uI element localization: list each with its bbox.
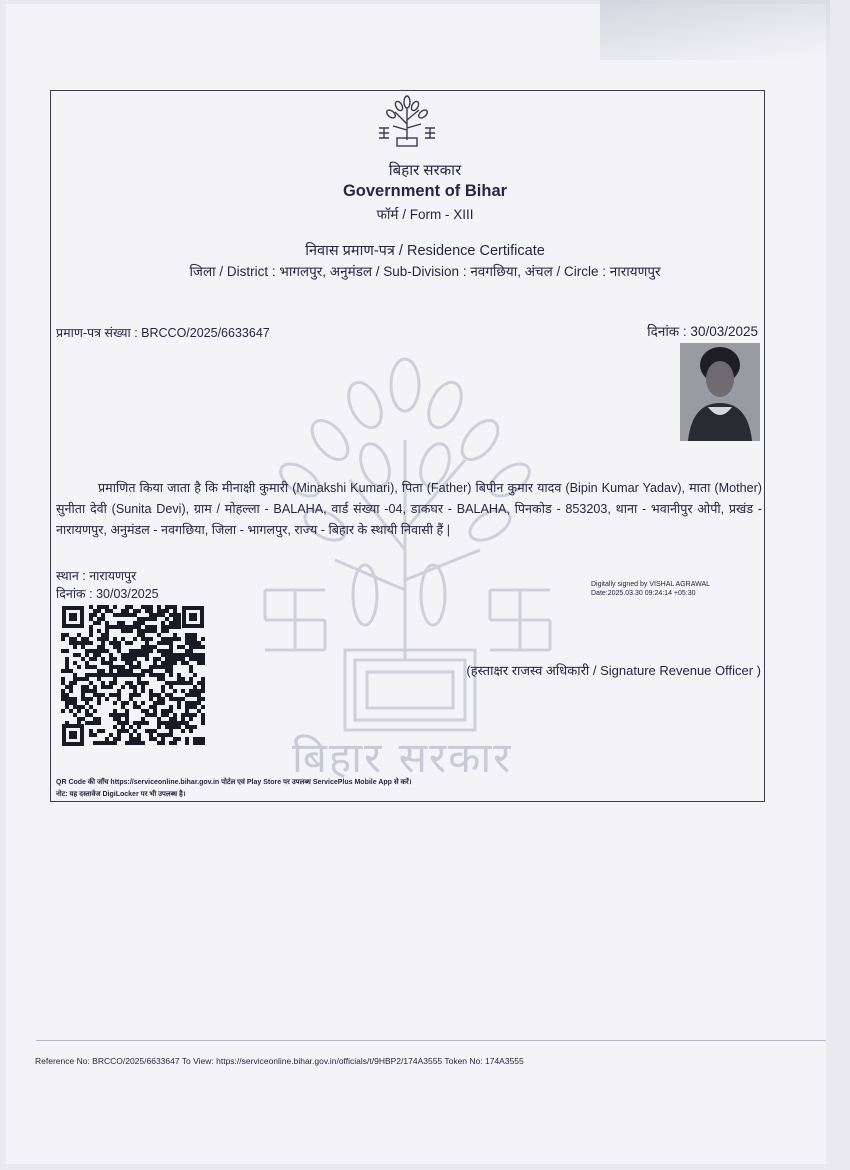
form-number: फॉर्म / Form - XIII <box>376 207 474 222</box>
digital-sign-date: Date:2025.03.30 09:24:14 +05:30 <box>591 590 696 597</box>
body-line-2: माता (Mother) सुनीता देवी (Sunita Devi), ग्राम / मोहल्ला - BALAHA, वार्ड संख्या -04, डाकघर - BALAHA, पिनकोड - 853203, <box>56 481 762 516</box>
reference-divider <box>36 1040 826 1041</box>
certificate-number: प्रमाण-पत्र संख्या : BRCCO/2025/6633647 <box>56 326 270 340</box>
district-line: जिला / District : भागलपुर, अनुमंडल / Sub-Division : नवगछिया, अंचल / Circle : नारायणपुर <box>189 264 661 279</box>
digital-signer: Digitally signed by VISHAL AGRAWAL <box>591 581 711 588</box>
issue-place: स्थान : नारायणपुर <box>56 569 137 583</box>
bihar-emblem-icon <box>375 94 439 148</box>
watermark-text: बिहार सरकार <box>292 733 513 782</box>
body-line-1: प्रमाणित किया जाता है कि मीनाक्षी कुमारी (Minakshi Kumari), पिता (Father) बिपीन कुमार यादव (Bipin Kumar Yadav), <box>98 481 686 495</box>
digilocker-note: नोट: यह दस्तावेज DigiLocker पर भी उपलब्ध है। <box>56 791 186 798</box>
issue-date: दिनांक : 30/03/2025 <box>56 587 159 601</box>
body-line-3: थाना - भवानीपुर ओपी, प्रखंड - नारायणपुर, अनुमंडल - नवगछिया, जिला - भागलपुर, राज्य - बिहार के स्थायी निवासी हैं | <box>56 502 762 537</box>
digital-signature-block <box>591 580 710 598</box>
state-name-hindi: बिहार सरकार <box>388 162 462 179</box>
paper-fold <box>600 0 830 60</box>
certificate-date: दिनांक : 30/03/2025 <box>647 324 758 339</box>
officer-signature: (हस्ताक्षर राजस्व अधिकारी / Signature Revenue Officer ) <box>466 663 761 678</box>
verification-qr-code <box>60 604 206 748</box>
certificate-title: निवास प्रमाण-पत्र / Residence Certificate <box>305 243 545 259</box>
reference-line: Reference No: BRCCO/2025/6633647 To View: https://serviceonline.bihar.gov.in/officials/t/9HBP2/174A3555 Token No: 174A3555 <box>35 1056 524 1066</box>
applicant-photo <box>680 343 760 441</box>
qr-verification-note: QR Code की जाँच https://serviceonline.bihar.gov.in पोर्टल एवं Play Store पर उपलब्ध ServicePlus Mobile App से करें। <box>56 779 412 786</box>
certificate-body <box>56 478 762 541</box>
state-name-english: Government of Bihar <box>342 182 508 200</box>
